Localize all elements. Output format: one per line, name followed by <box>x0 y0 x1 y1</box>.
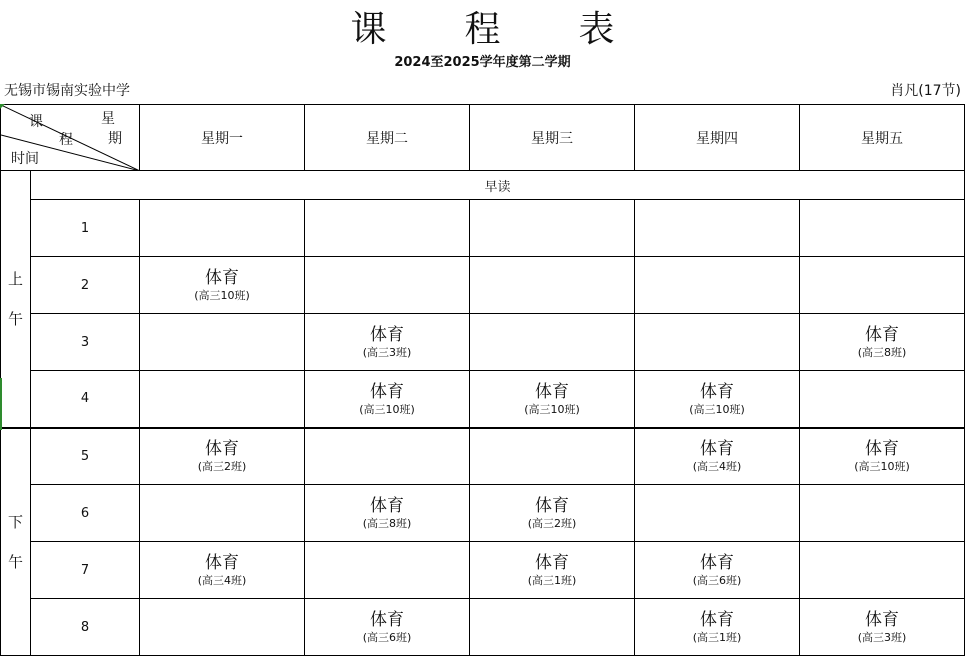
schedule-cell <box>635 371 800 428</box>
schedule-cell <box>800 314 965 371</box>
schedule-cell <box>305 314 470 371</box>
early-reading-label: 早读 <box>31 171 965 200</box>
corner-label-time: 时间 <box>11 151 39 167</box>
schedule-cell <box>305 257 470 314</box>
schedule-cell <box>800 371 965 428</box>
class-label: (高三2班) <box>197 460 247 474</box>
class-label: (高三6班) <box>362 631 412 644</box>
corner-cell <box>1 105 140 171</box>
schedule-cell <box>470 428 635 485</box>
subject-label: 体育 <box>205 553 239 573</box>
subject-label: 体育 <box>370 381 404 402</box>
period-row <box>1 485 965 542</box>
page-title: 课程表 <box>350 9 693 50</box>
semester-subtitle: 2024至2025学年度第二学期 <box>394 55 571 70</box>
schedule-cell <box>470 371 635 428</box>
schedule-cell <box>635 599 800 656</box>
period-number: 7 <box>31 542 140 599</box>
subject-label: 体育 <box>700 381 734 402</box>
schedule-cell <box>635 314 800 371</box>
schedule-cell <box>800 599 965 656</box>
subject-label: 体育 <box>370 325 404 345</box>
class-label: (高三10班) <box>359 402 415 416</box>
schedule-cell <box>305 485 470 542</box>
subject-label: 体育 <box>535 553 569 573</box>
period-row <box>1 314 965 371</box>
class-label: (高三4班) <box>197 574 247 587</box>
corner-label-xing: 星 <box>101 111 115 127</box>
schedule-cell <box>140 257 305 314</box>
class-label: (高三1班) <box>692 631 742 644</box>
period-number: 5 <box>31 428 140 485</box>
school-name: 无锡市锡南实验中学 <box>4 83 130 99</box>
period-row <box>1 200 965 257</box>
schedule-cell <box>635 428 800 485</box>
subject-label: 体育 <box>205 268 239 288</box>
subject-label: 体育 <box>865 439 899 460</box>
schedule-cell <box>635 485 800 542</box>
header-row <box>1 105 965 171</box>
class-label: (高三10班) <box>689 402 745 416</box>
day-header-fri: 星期五 <box>800 105 965 171</box>
cell-marker <box>0 104 5 109</box>
subject-label: 体育 <box>205 439 239 460</box>
period-row <box>1 428 965 485</box>
corner-label-qi: 期 <box>108 131 122 147</box>
corner-label-ke: 课 <box>29 114 43 130</box>
subject-label: 体育 <box>535 381 569 402</box>
schedule-cell <box>305 371 470 428</box>
schedule-cell <box>800 428 965 485</box>
period-row <box>1 599 965 656</box>
class-label: (高三1班) <box>527 574 577 587</box>
period-row <box>1 371 965 428</box>
period-number: 8 <box>31 599 140 656</box>
schedule-cell <box>800 200 965 257</box>
period-row <box>1 542 965 599</box>
schedule-cell <box>305 599 470 656</box>
day-header-mon: 星期一 <box>140 105 305 171</box>
schedule-cell <box>635 542 800 599</box>
class-label: (高三10班) <box>524 402 580 416</box>
afternoon-label: 下 午 <box>1 428 31 656</box>
subject-label: 体育 <box>370 496 404 516</box>
teacher-name: 肖凡(17节) <box>890 83 961 99</box>
day-header-thu: 星期四 <box>635 105 800 171</box>
class-label: (高三8班) <box>362 517 412 530</box>
class-label: (高三10班) <box>194 289 250 302</box>
class-label: (高三10班) <box>854 460 910 474</box>
class-label: (高三6班) <box>692 574 742 587</box>
schedule-cell <box>635 257 800 314</box>
corner-label-cheng: 程 <box>59 132 73 148</box>
period-number: 1 <box>31 200 140 257</box>
schedule-cell <box>470 485 635 542</box>
schedule-cell <box>305 200 470 257</box>
schedule-cell <box>800 257 965 314</box>
schedule-cell <box>140 542 305 599</box>
subject-label: 体育 <box>535 496 569 516</box>
schedule-cell <box>470 257 635 314</box>
schedule-table <box>0 104 965 656</box>
day-header-wed: 星期三 <box>470 105 635 171</box>
schedule-cell <box>800 542 965 599</box>
period-number: 6 <box>31 485 140 542</box>
class-label: (高三3班) <box>362 346 412 359</box>
early-reading-row <box>1 171 965 200</box>
schedule-cell <box>140 485 305 542</box>
schedule-cell <box>470 599 635 656</box>
schedule-cell <box>470 200 635 257</box>
schedule-cell <box>140 599 305 656</box>
schedule-cell <box>470 314 635 371</box>
schedule-cell <box>470 542 635 599</box>
selection-edge <box>0 378 2 430</box>
schedule-cell <box>635 200 800 257</box>
subject-label: 体育 <box>700 553 734 573</box>
subject-label: 体育 <box>700 610 734 630</box>
class-label: (高三4班) <box>692 460 742 474</box>
schedule-cell <box>305 428 470 485</box>
subject-label: 体育 <box>865 610 899 630</box>
period-number: 2 <box>31 257 140 314</box>
schedule-cell <box>140 371 305 428</box>
period-row <box>1 257 965 314</box>
morning-label: 上 午 <box>1 171 31 428</box>
subject-label: 体育 <box>865 325 899 345</box>
subject-label: 体育 <box>700 439 734 460</box>
schedule-cell <box>140 200 305 257</box>
schedule-cell <box>140 314 305 371</box>
period-number: 3 <box>31 314 140 371</box>
day-header-tue: 星期二 <box>305 105 470 171</box>
class-label: (高三8班) <box>857 346 907 359</box>
schedule-cell <box>800 485 965 542</box>
class-label: (高三2班) <box>527 517 577 530</box>
schedule-cell <box>140 428 305 485</box>
subject-label: 体育 <box>370 610 404 630</box>
period-number: 4 <box>31 371 140 428</box>
class-label: (高三3班) <box>857 631 907 644</box>
schedule-cell <box>305 542 470 599</box>
